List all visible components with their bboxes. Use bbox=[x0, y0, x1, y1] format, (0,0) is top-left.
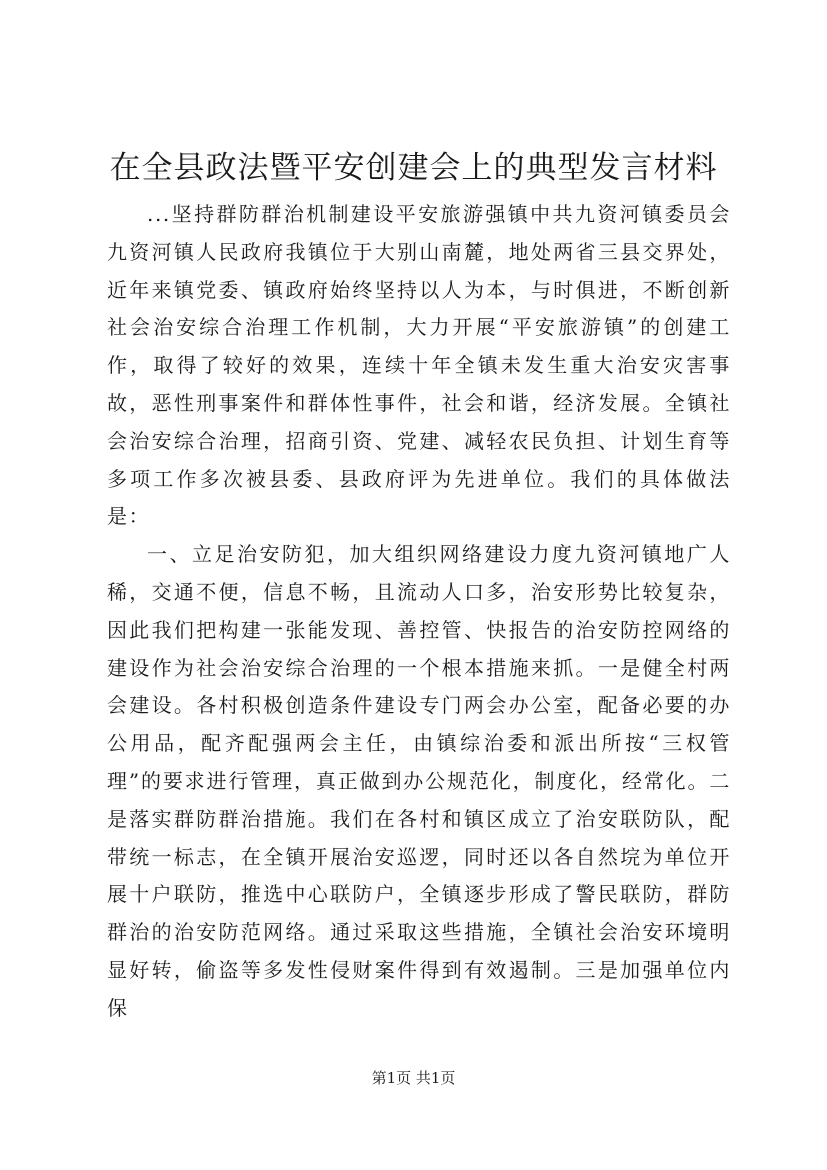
page-footer: 第1页 共1页 bbox=[371, 1069, 456, 1087]
document-body bbox=[107, 196, 731, 1028]
paragraph-section-one: 一、立足治安防犯，加大组织网络建设力度九资河镇地广人稀，交通不便，信息不畅，且流动人口多，治安形势比较复杂，因此我们把构建一张能发现、善控管、快报告的治安防控网络的建设作为社会治安综合治理的一个根本措施来抓。一是健全村两会建设。各村积极创造条件建设专门两会办公室，配备必要的办公用品，配齐配强两会主任，由镇综治委和派出所按“三权管理”的要求进行管理，真正做到办公规范化，制度化，经常化。二是落实群防群治措施。我们在各村和镇区成立了治安联防队，配带统一标志，在全镇开展治安巡逻，同时还以各自然垸为单位开展十户联防，推选中心联防户，全镇逐步形成了警民联防，群防群治的治安防范网络。通过采取这些措施，全镇社会治安环境明显好转，偷盗等多发性侵财案件得到有效遏制。三是加强单位内保 bbox=[107, 542, 731, 1020]
paragraph-intro: ...坚持群防群治机制建设平安旅游强镇中共九资河镇委员会九资河镇人民政府我镇位于大别山南麓，地处两省三县交界处，近年来镇党委、镇政府始终坚持以人为本，与时俱进，不断创新社会治安综合治理工作机制，大力开展“平安旅游镇”的创建工作，取得了较好的效果，连续十年全镇未发生重大治安灾害事故，恶性刑事案件和群体性事件，社会和谐，经济发展。全镇社会治安综合治理，招商引资、党建、减轻农民负担、计划生育等多项工作多次被县委、县政府评为先进单位。我们的具体做法是： bbox=[107, 202, 731, 529]
document-title: 在全县政法暨平安创建会上的典型发言材料 bbox=[109, 150, 718, 186]
